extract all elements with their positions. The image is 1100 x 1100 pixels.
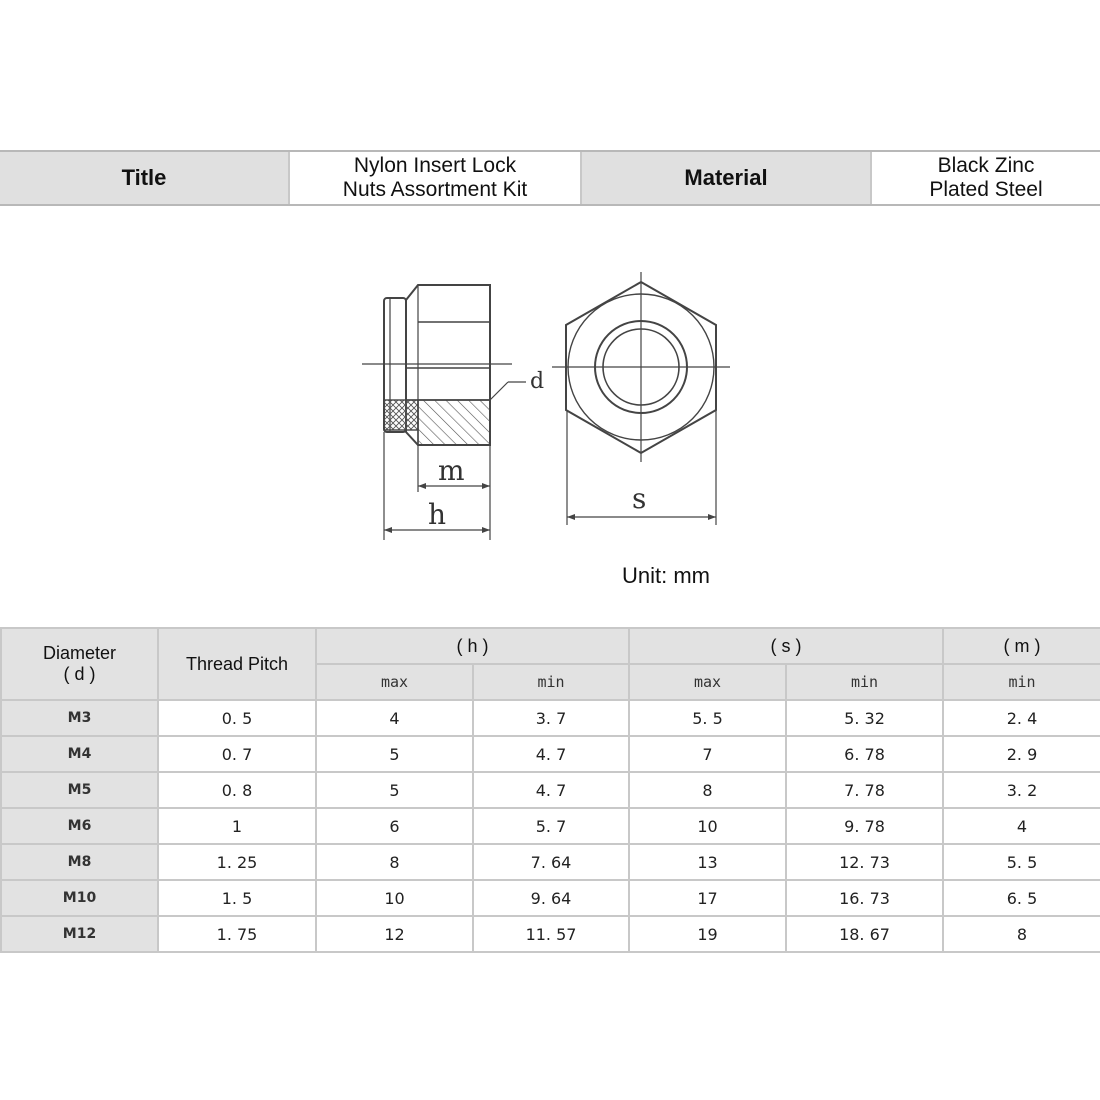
table-cell: 5. 5	[629, 700, 786, 736]
table-cell: 4. 7	[473, 736, 629, 772]
unit-label: Unit: mm	[622, 563, 710, 588]
table-cell: 5. 5	[943, 844, 1100, 880]
table-cell: 13	[629, 844, 786, 880]
table-cell: 9. 64	[473, 880, 629, 916]
table-cell: 7. 64	[473, 844, 629, 880]
sub-header-s-max: max	[629, 664, 786, 700]
table-cell: 3. 7	[473, 700, 629, 736]
table-cell: 5	[316, 772, 473, 808]
table-cell: 0. 5	[158, 700, 316, 736]
table-cell: 10	[316, 880, 473, 916]
table-cell: 11. 57	[473, 916, 629, 952]
table-cell: 3. 2	[943, 772, 1100, 808]
table-cell: M6	[1, 808, 158, 844]
title-key: Title	[0, 152, 290, 204]
table-cell: M4	[1, 736, 158, 772]
table-cell: M8	[1, 844, 158, 880]
table-row	[1, 772, 1100, 808]
table-cell: 0. 7	[158, 736, 316, 772]
table-cell: 1. 25	[158, 844, 316, 880]
table-cell: 2. 9	[943, 736, 1100, 772]
table-cell: M5	[1, 772, 158, 808]
material-value-line-1: Black Zinc	[937, 154, 1035, 177]
table-cell: 5. 32	[786, 700, 943, 736]
label-h: h	[428, 498, 447, 531]
col-header-m: ( m )	[943, 628, 1100, 664]
table-cell: 6. 78	[786, 736, 943, 772]
table-cell: 7	[629, 736, 786, 772]
table-cell: 16. 73	[786, 880, 943, 916]
table-cell: M10	[1, 880, 158, 916]
table-cell: 12. 73	[786, 844, 943, 880]
label-d: d	[530, 369, 545, 394]
table-cell: 8	[629, 772, 786, 808]
sub-header-s-min: min	[786, 664, 943, 700]
table-row	[1, 808, 1100, 844]
material-key: Material	[582, 152, 872, 204]
material-value	[872, 152, 1100, 204]
table-cell: 2. 4	[943, 700, 1100, 736]
table-cell: 18. 67	[786, 916, 943, 952]
col-header-s: ( s )	[629, 628, 943, 664]
table-cell: 1	[158, 808, 316, 844]
material-value-line-2: Plated Steel	[929, 178, 1043, 201]
table-cell: 4	[316, 700, 473, 736]
table-row	[1, 700, 1100, 736]
sub-header-h-min: min	[473, 664, 629, 700]
table-cell: 4. 7	[473, 772, 629, 808]
label-s: s	[632, 482, 647, 515]
table-cell: 17	[629, 880, 786, 916]
table-row	[1, 736, 1100, 772]
lock-nut-drawing	[350, 270, 750, 550]
col-header-diameter-line-2: ( d )	[63, 664, 96, 684]
table-cell: M3	[1, 700, 158, 736]
sub-header-h-max: max	[316, 664, 473, 700]
table-cell: M12	[1, 916, 158, 952]
col-header-diameter-line-1: Diameter	[42, 643, 117, 663]
table-cell: 8	[943, 916, 1100, 952]
col-header-h: ( h )	[316, 628, 629, 664]
table-row	[1, 880, 1100, 916]
table-cell: 0. 8	[158, 772, 316, 808]
table-cell: 1. 75	[158, 916, 316, 952]
col-header-diameter	[1, 628, 158, 700]
col-header-pitch: Thread Pitch	[158, 628, 316, 700]
table-cell: 10	[629, 808, 786, 844]
table-cell: 9. 78	[786, 808, 943, 844]
table-cell: 19	[629, 916, 786, 952]
table-cell: 4	[943, 808, 1100, 844]
sub-header-m-min: min	[943, 664, 1100, 700]
title-value	[290, 152, 582, 204]
table-row	[1, 916, 1100, 952]
table-cell: 12	[316, 916, 473, 952]
table-cell: 6	[316, 808, 473, 844]
table-cell: 1. 5	[158, 880, 316, 916]
table-cell: 5. 7	[473, 808, 629, 844]
table-cell: 7. 78	[786, 772, 943, 808]
title-value-line-2: Nuts Assortment Kit	[342, 178, 528, 201]
table-cell: 8	[316, 844, 473, 880]
table-row	[1, 844, 1100, 880]
table-cell: 5	[316, 736, 473, 772]
title-value-line-1: Nylon Insert Lock	[353, 154, 517, 177]
label-m: m	[438, 454, 465, 487]
header-table	[0, 150, 1100, 206]
table-cell: 6. 5	[943, 880, 1100, 916]
spec-table	[0, 627, 1100, 953]
